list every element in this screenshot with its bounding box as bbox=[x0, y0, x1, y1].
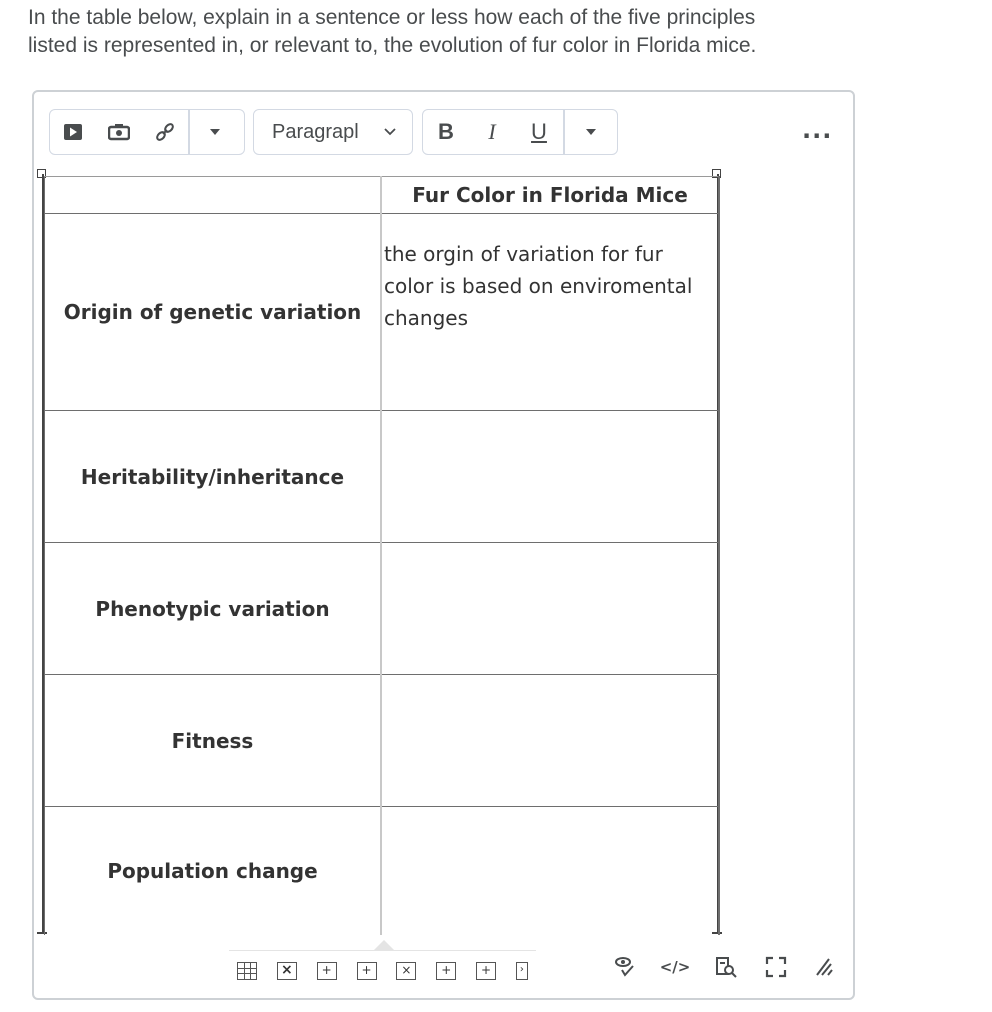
response-cell[interactable] bbox=[381, 411, 719, 543]
more-options-button[interactable]: ... bbox=[802, 116, 833, 144]
row-label-cell[interactable]: Heritability/inheritance bbox=[45, 411, 382, 543]
preview-icon bbox=[715, 956, 737, 978]
row-label-cell[interactable]: Fitness bbox=[45, 675, 382, 807]
fullscreen-button[interactable] bbox=[762, 952, 790, 982]
fullscreen-icon bbox=[765, 956, 787, 978]
rich-text-editor[interactable] bbox=[32, 90, 855, 1000]
paragraph-format-select[interactable] bbox=[253, 109, 413, 155]
row-label-cell[interactable]: Origin of genetic variation bbox=[45, 214, 382, 411]
response-text bbox=[382, 807, 718, 831]
row-label-cell[interactable]: Population change bbox=[45, 807, 382, 936]
video-icon bbox=[63, 123, 83, 141]
table-row bbox=[45, 214, 720, 411]
table-header-cell[interactable]: Fur Color in Florida Mice bbox=[381, 177, 719, 214]
format-more-dropdown[interactable] bbox=[565, 110, 617, 154]
table-properties-icon[interactable] bbox=[237, 962, 257, 980]
camera-icon bbox=[108, 123, 130, 141]
italic-button[interactable]: I bbox=[488, 119, 496, 144]
chevron-down-icon bbox=[586, 129, 596, 135]
table-wrapper bbox=[44, 176, 720, 935]
question-prompt bbox=[28, 4, 928, 60]
link-icon bbox=[154, 121, 176, 143]
response-cell[interactable] bbox=[381, 214, 719, 411]
table-row bbox=[45, 675, 720, 807]
table-header-row bbox=[45, 177, 720, 214]
chevron-down-icon bbox=[210, 129, 220, 135]
delete-table-icon[interactable]: × bbox=[277, 962, 297, 980]
resize-editor-handle[interactable] bbox=[810, 952, 836, 982]
source-code-button[interactable]: </> bbox=[659, 958, 691, 976]
accessibility-checker-button[interactable] bbox=[610, 952, 640, 982]
paragraph-format-label: Paragrapl bbox=[272, 120, 359, 143]
delete-row-icon[interactable]: × bbox=[396, 962, 416, 980]
insert-row-after-icon[interactable]: + bbox=[357, 962, 377, 980]
response-text bbox=[382, 543, 718, 567]
table-header-empty-cell[interactable] bbox=[45, 177, 382, 214]
prompt-line-1: In the table below, explain in a sentence or less how each of the five principles bbox=[28, 6, 756, 29]
text-format-toolbar-group bbox=[422, 109, 618, 155]
insert-toolbar-group bbox=[49, 109, 245, 155]
insert-video-button[interactable] bbox=[50, 110, 96, 154]
insert-row-before-icon[interactable]: + bbox=[317, 962, 337, 980]
response-text bbox=[382, 675, 718, 699]
insert-image-button[interactable] bbox=[96, 110, 142, 154]
table-context-toolbar bbox=[229, 950, 536, 990]
insert-link-button[interactable] bbox=[142, 110, 188, 154]
response-cell[interactable] bbox=[381, 807, 719, 936]
response-cell[interactable] bbox=[381, 675, 719, 807]
table-row bbox=[45, 411, 720, 543]
response-text bbox=[382, 411, 718, 435]
delete-column-icon[interactable]: › bbox=[516, 962, 528, 980]
chevron-down-icon bbox=[384, 128, 396, 136]
underline-button[interactable]: U bbox=[531, 119, 547, 144]
response-text: the orgin of variation for fur color is based on enviromental changes bbox=[384, 242, 693, 330]
insert-column-before-icon[interactable]: + bbox=[436, 962, 456, 980]
resize-handle-icon bbox=[813, 957, 833, 977]
insert-more-dropdown[interactable] bbox=[190, 110, 240, 154]
prompt-line-2: listed is represented in, or relevant to, the evolution of fur color in Florida mice. bbox=[28, 34, 757, 57]
accessibility-checker-icon bbox=[614, 956, 636, 978]
bold-button[interactable]: B bbox=[438, 119, 454, 144]
preview-button[interactable] bbox=[712, 952, 740, 982]
table-row bbox=[45, 807, 720, 936]
insert-column-after-icon[interactable]: + bbox=[476, 962, 496, 980]
response-cell[interactable] bbox=[381, 543, 719, 675]
principles-table[interactable] bbox=[44, 176, 720, 935]
row-label-cell[interactable]: Phenotypic variation bbox=[45, 543, 382, 675]
context-toolbar-pointer bbox=[374, 940, 394, 950]
table-row bbox=[45, 543, 720, 675]
